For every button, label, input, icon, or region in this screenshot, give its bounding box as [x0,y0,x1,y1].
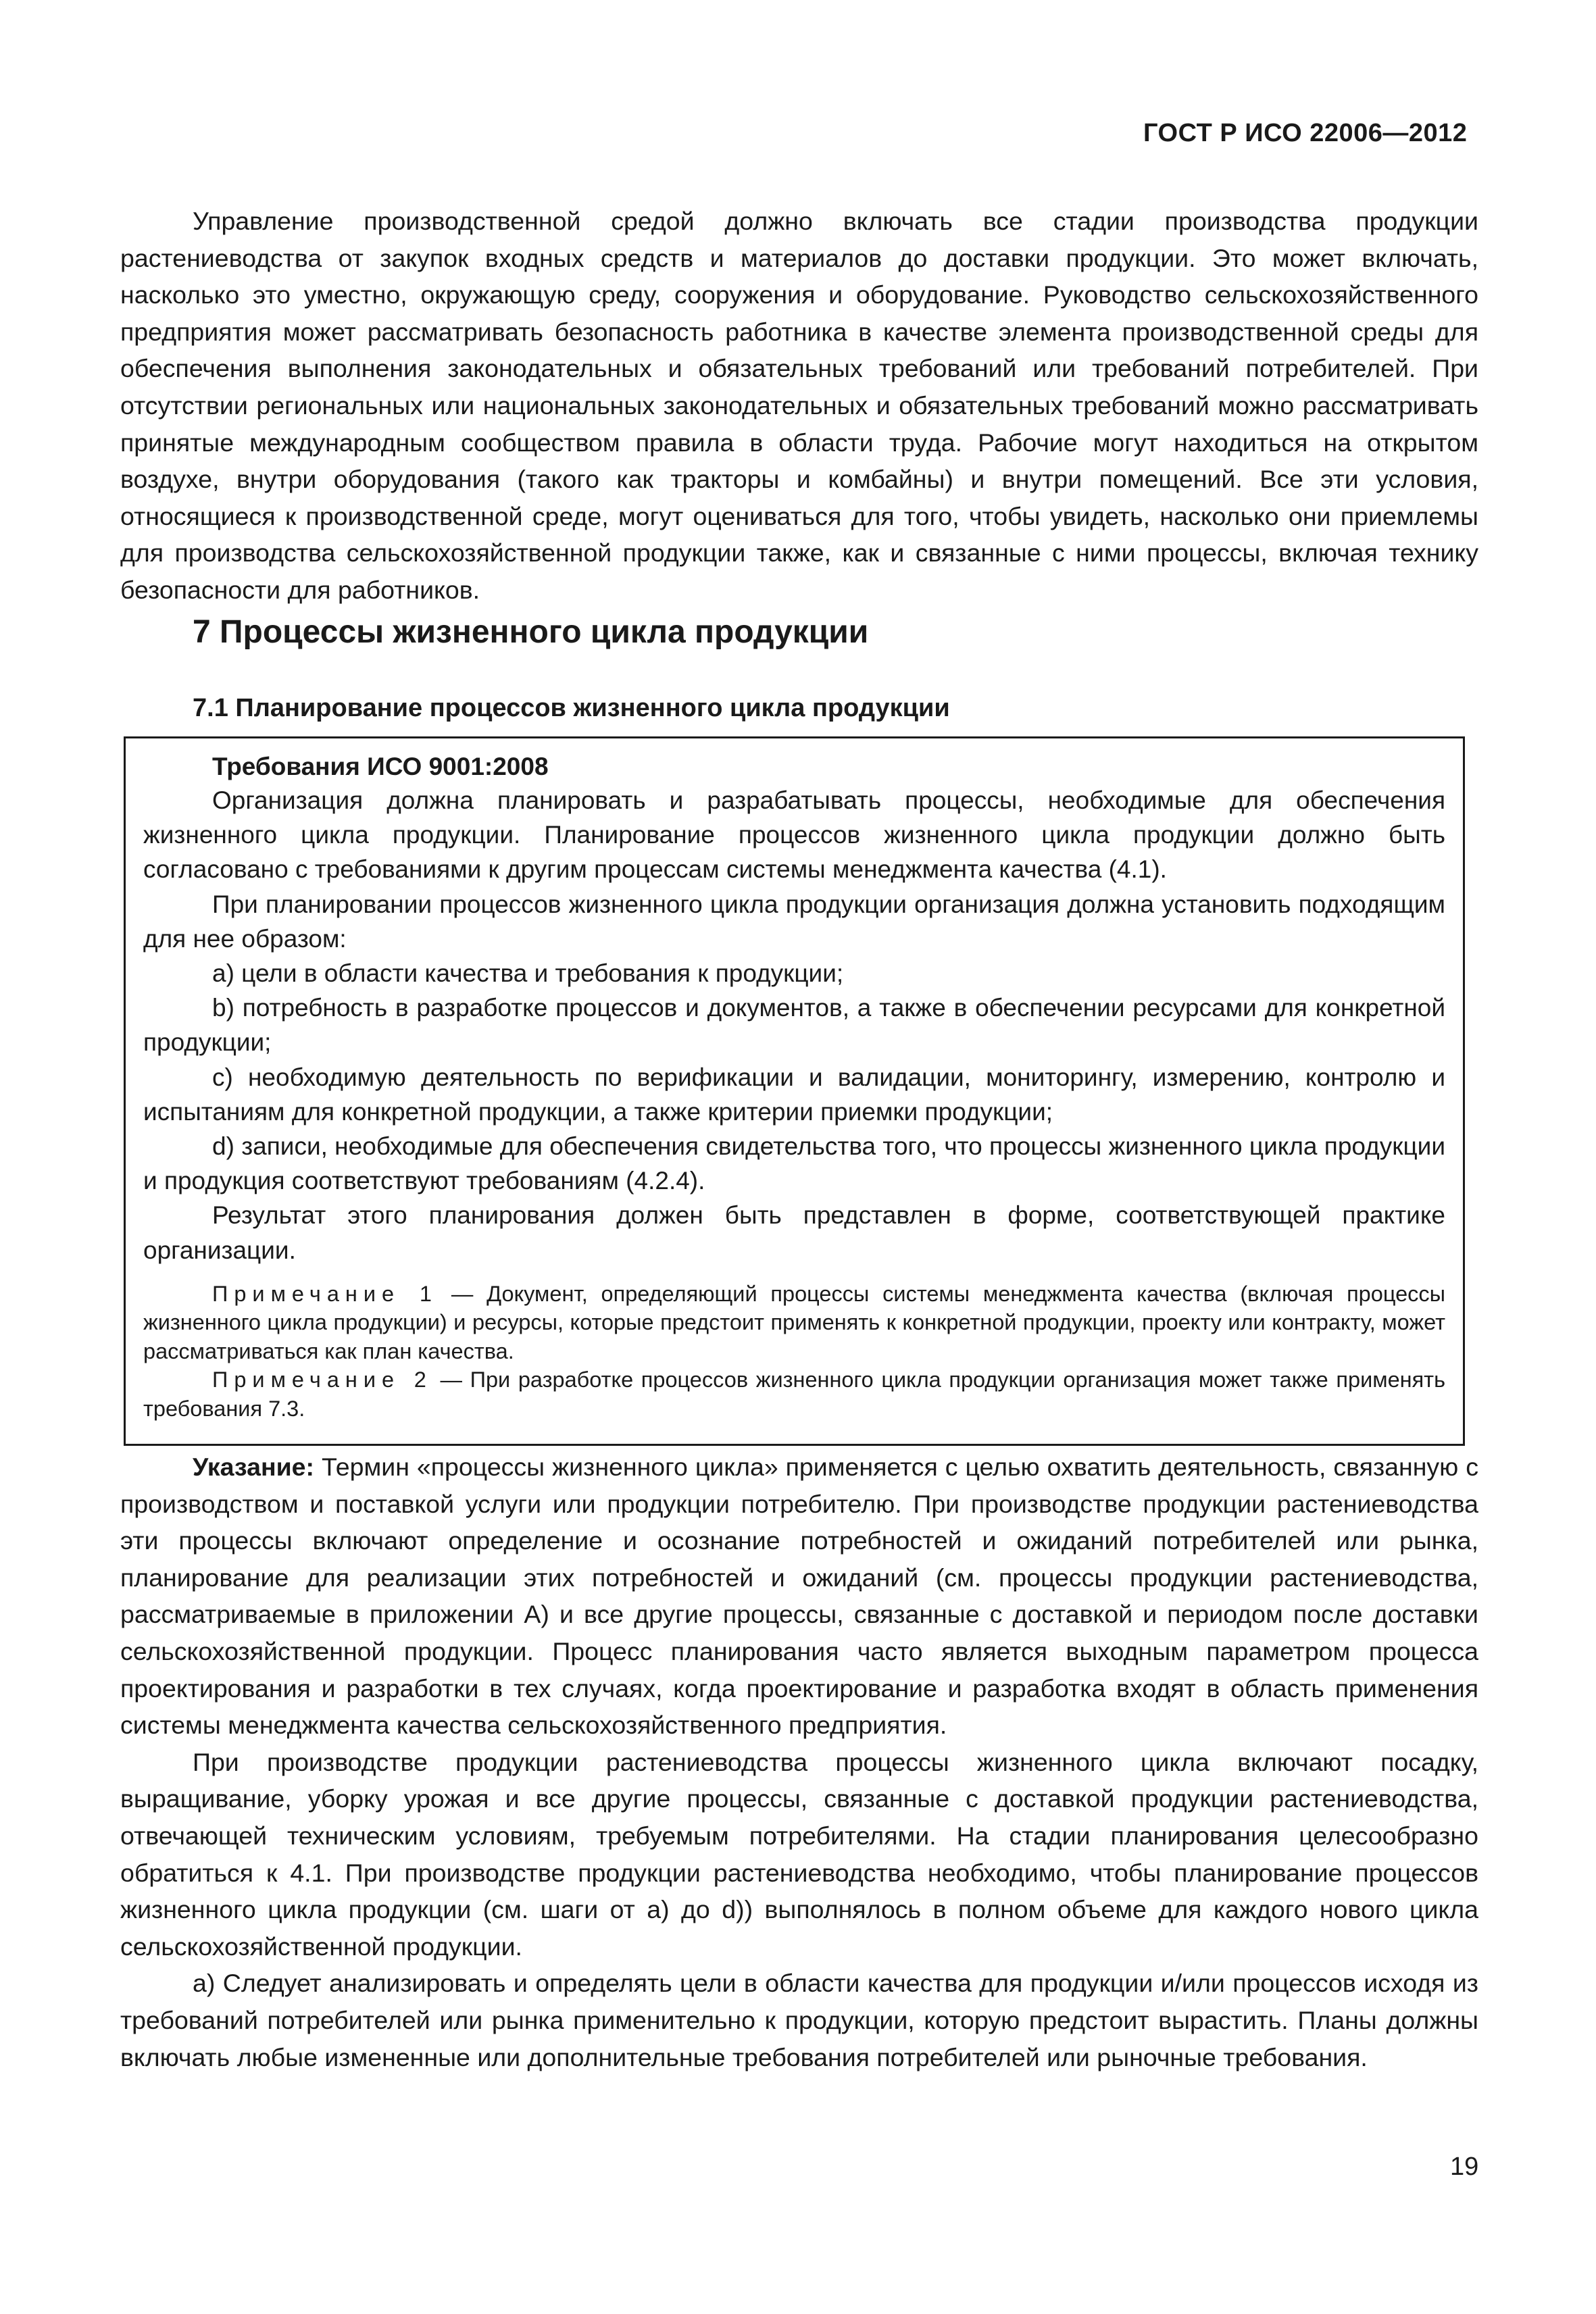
note-1-text: — Документ, определяющий процессы системы менеджмента качества (включая процессы жизненного цикла продукции) и ресурсы, которые предстоит применять к конкретной продукции, проекту или контракту, может рассматриваться как план качества. [143,1281,1446,1363]
intro-paragraph: Управление производственной средой должно включать все стадии производства продукции растениеводства от закупок входных средств и материалов до доставки продукции. Это может включать, насколько это уместно, окружающую среду, сооружения и оборудование. Руководство сельскохозяйственного предприятия может рассматривать безопасность работника в качестве элемента производственной среды для обеспечения выполнения законодательных и обязательных требований или требований потребителей. При отсутствии региональных или национальных законодательных и обязательных требований можно рассматривать принятые международным сообществом правила в области труда. Рабочие могут находиться на открытом воздухе, внутри оборудования (такого как тракторы и комбайны) и внутри помещений. Все эти условия, относящиеся к производственной среде, могут оцениваться для того, чтобы увидеть, насколько они приемлемы для производства сельскохозяйственной продукции также, как и связанные с ними процессы, включая технику безопасности для работников. [120,207,1478,604]
requirements-paragraph-3: Результат этого планирования должен быть представлен в форме, соответствующей практике организации. [143,1201,1445,1264]
note-2-label: Примечание 2 [212,1367,432,1392]
note-2-text: — При разработке процессов жизненного цикла продукции организация может также применять требования 7.3. [143,1367,1446,1421]
note-2 [143,1365,1445,1423]
requirements-item-d: d) записи, необходимые для обеспечения свидетельства того, что процессы жизненного цикла продукции и продукция соответствуют требованиям (4.2.4). [143,1132,1445,1195]
guidance-label: Указание: [193,1453,315,1481]
requirements-paragraph-1: Организация должна планировать и разрабатывать процессы, необходимые для обеспечения жизненного цикла продукции. Планирование процессов жизненного цикла продукции должно быть согласовано с требованиями к другим процессам системы менеджмента качества (4.1). [143,786,1445,884]
intro-section [120,203,1478,609]
document-code-header: ГОСТ Р ИСО 22006—2012 [1143,119,1468,147]
guidance-paragraph-3: а) Следует анализировать и определять цели в области качества для продукции и/или процессов исходя из требований потребителей или рынка применительно к продукции, которую предстоит вырастить. Планы должны включать любые измененные или дополнительные требования потребителей или рыночные требования. [120,1969,1478,2071]
note-1 [143,1280,1445,1366]
requirements-title: Требования ИСО 9001:2008 [212,753,549,780]
requirements-item-b: b) потребность в разработке процессов и документов, а также в обеспечении ресурсами для конкретной продукции; [143,994,1445,1057]
guidance-paragraph-2: При производстве продукции растениеводства процессы жизненного цикла включают посадку, выращивание, уборку урожая и все другие процессы, связанные с доставкой продукции растениеводства, отвечающей техническим условиям, требуемым потребителями. На стадии планирования целесообразно обратиться к 4.1. При производстве продукции растениеводства необходимо, чтобы планирование процессов жизненного цикла продукции (см. шаги от а) до d)) выполнялось в полном объеме для каждого нового цикла сельскохозяйственной продукции. [120,1747,1478,1961]
guidance-paragraph-1 [120,1449,1478,1744]
requirements-item-c: с) необходимую деятельность по верификации и валидации, мониторингу, измерению, контролю и испытаниям для конкретной продукции, а также критерии приемки продукции; [143,1063,1445,1126]
note-1-label: Примечание 1 [212,1281,439,1306]
guidance-section [120,1449,1478,2076]
requirements-item-a: а) цели в области качества и требования к продукции; [212,959,844,988]
requirements-notes [143,1280,1445,1424]
section-title: 7 Процессы жизненного цикла продукции [193,614,869,650]
subsection-title: 7.1 Планирование процессов жизненного цикла продукции [193,694,950,722]
page-number: 19 [1450,2153,1479,2181]
guidance-paragraph-1-text: Термин «процессы жизненного цикла» применяется с целью охватить деятельность, связанную с производством и поставкой услуги или продукции потребителю. При производстве продукции растениеводства эти процессы включают определение и осознание потребностей и ожиданий потребителей или рынка, планирование для реализации этих потребностей и ожиданий (см. процессы продукции растениеводства, рассматриваемые в приложении А) и все другие процессы, связанные с доставкой и периодом после доставки сельскохозяйственной продукции. Процесс планирования часто является выходным параметром процесса проектирования и разработки в тех случаях, когда проектирование и разработка входят в область применения системы менеджмента качества сельскохозяйственного предприятия. [120,1453,1478,1740]
requirements-paragraph-2: При планировании процессов жизненного цикла продукции организация должна установить подходящим для нее образом: [143,890,1445,953]
iso-requirements-box [124,736,1465,1446]
